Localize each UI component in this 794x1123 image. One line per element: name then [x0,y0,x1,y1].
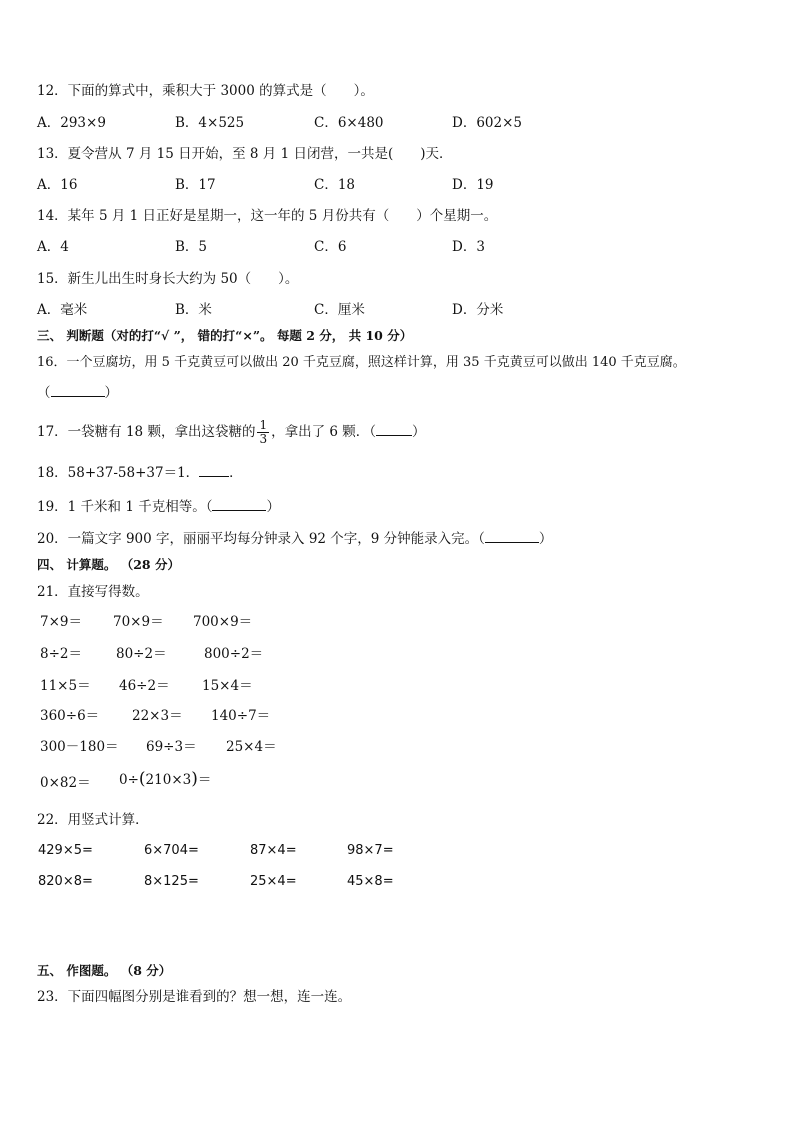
q18 [37,464,243,482]
calc-item: 8÷2＝ [40,646,82,662]
calc-item: 360÷6＝ [40,708,100,724]
q15-stem: 15．新生儿出生时身长大约为 50（ ）。 [37,271,299,287]
q19 [37,498,280,516]
paren-close: ） [538,531,553,547]
paren-close: ） [104,385,118,401]
paren-open: ( [138,769,146,789]
q13-stem: 13．夏令营从 7 月 15 日开始，至 8 月 1 日闭营，一共是( )天． [37,146,453,162]
option-b[interactable]: B．17 [175,177,216,193]
option-d[interactable]: D．19 [452,177,494,193]
option-a[interactable]: A．16 [37,177,78,193]
answer-blank[interactable] [199,464,229,477]
calc-item: 700×9＝ [193,614,253,630]
fraction-denominator: 3 [259,432,268,446]
q17-text-pre: 17．一袋糖有 18 颗，拿出这袋糖的 [37,424,256,440]
calc-item: 7×9＝ [40,614,82,630]
option-c[interactable]: C．18 [314,177,356,193]
vertical-calc-item: 25×4= [250,874,297,889]
q21-stem: 21．直接写得数。 [37,584,149,600]
vertical-calc-item: 8×125= [144,874,199,889]
paren-open: （ [37,385,51,401]
answer-blank[interactable] [212,498,266,511]
option-a[interactable]: A．293×9 [37,115,106,131]
calc-item: 22×3＝ [132,708,183,724]
q20 [37,530,552,548]
paren-close: ) [191,769,198,789]
calc-item: 0×82＝ [40,775,91,791]
option-d[interactable]: D．3 [452,239,485,255]
option-c[interactable]: C．6×480 [314,115,384,131]
paren-close: ） [266,499,280,515]
answer-blank[interactable] [51,384,105,397]
option-b[interactable]: B．米 [175,302,212,318]
calc-item: 80÷2＝ [116,646,167,662]
calc-item: 0÷(210×3)＝ [119,769,212,789]
q17 [37,419,426,446]
option-a[interactable]: A．4 [37,239,69,255]
q18-text-post: ． [229,465,243,481]
vertical-calc-item: 820×8= [38,874,93,889]
section-3-title: 三、 判断题（对的打“√ ”， 错的打“×”。 每题 2 分， 共 10 分） [37,328,413,343]
option-d[interactable]: D．602×5 [452,115,522,131]
option-b[interactable]: B．4×525 [175,115,245,131]
paren-close: ） [412,424,426,440]
option-a[interactable]: A．毫米 [37,302,88,318]
calc-item: 11×5＝ [40,678,91,694]
q22-stem: 22．用竖式计算． [37,812,149,828]
option-d[interactable]: D．分米 [452,302,504,318]
vertical-calc-item: 98×7= [347,843,394,858]
q18-text: 18．58+37-58+37＝1． [37,465,200,481]
option-c[interactable]: C．6 [314,239,347,255]
fraction-numerator: 1 [259,418,268,432]
vertical-calc-item: 45×8= [347,874,394,889]
q17-text-post: ，拿出了 6 颗．（ [271,424,377,440]
answer-blank[interactable] [376,423,412,436]
expression-inner: 210×3 [145,772,192,788]
calc-item: 140÷7＝ [211,708,271,724]
section-5-title: 五、 作图题。 （8 分） [37,963,172,978]
q16-answer [37,384,118,402]
q14-stem: 14．某年 5 月 1 日正好是星期一，这一年的 5 月份共有（ ）个星期一。 [37,208,498,224]
vertical-calc-item: 87×4= [250,843,297,858]
calc-item: 800÷2＝ [204,646,264,662]
calc-item: 69÷3＝ [146,739,197,755]
answer-blank[interactable] [485,530,539,543]
section-4-title: 四、 计算题。 （28 分） [37,557,180,572]
calc-item: 15×4＝ [202,678,253,694]
calc-item: 70×9＝ [113,614,164,630]
q20-text: 20．一篇文字 900 字，丽丽平均每分钟录入 92 个字，9 分钟能录入完。（ [37,531,485,547]
q16-stem: 16．一个豆腐坊，用 5 千克黄豆可以做出 20 千克豆腐，照这样计算，用 35 千克黄豆可以做出 140 千克豆腐。 [37,355,686,370]
option-c[interactable]: C．厘米 [314,302,365,318]
vertical-calc-item: 429×5= [38,843,93,858]
calc-item: 300－180＝ [40,739,119,755]
fraction [257,419,269,446]
calc-item: 46÷2＝ [119,678,170,694]
q12-stem: 12．下面的算式中，乘积大于 3000 的算式是（ ）。 [37,83,374,99]
q23-stem: 23．下面四幅图分别是谁看到的？想一想，连一连。 [37,989,352,1005]
q19-text: 19．1 千米和 1 千克相等。（ [37,499,213,515]
calc-item: 25×4＝ [226,739,277,755]
option-b[interactable]: B．5 [175,239,208,255]
vertical-calc-item: 6×704= [144,843,199,858]
